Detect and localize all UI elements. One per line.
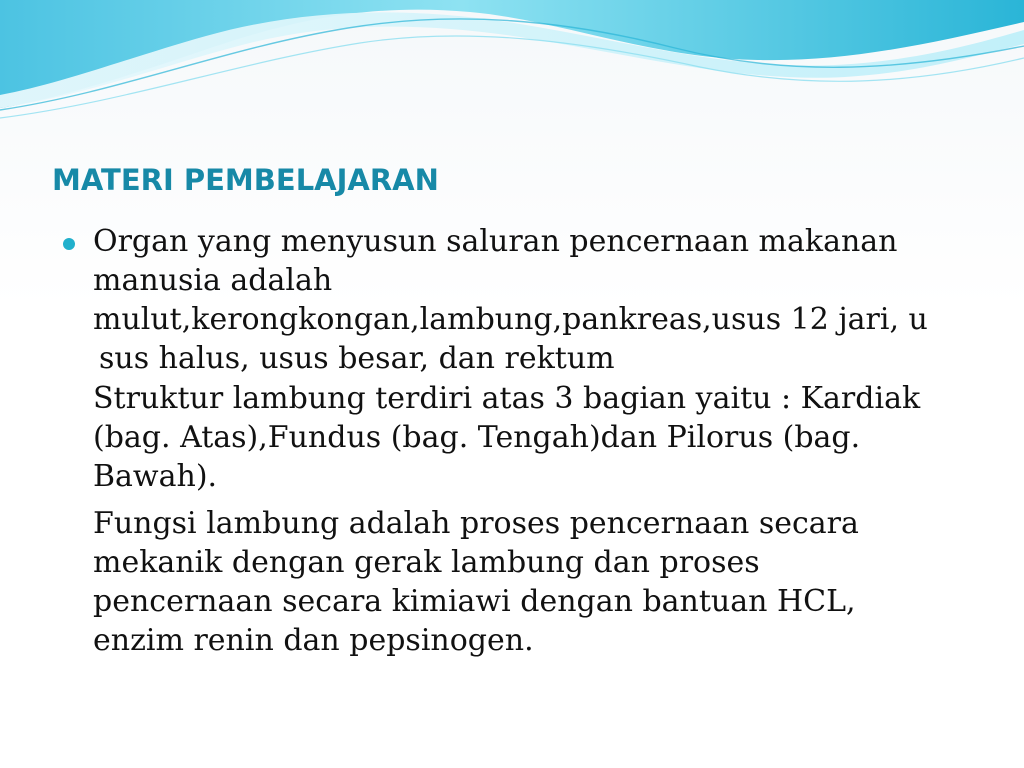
paragraph-organs: [63, 222, 963, 378]
bullet-dot: [63, 238, 75, 250]
paragraph-stomach-structure-line-3: Bawah).: [93, 459, 218, 494]
paragraph-stomach-function: [63, 504, 963, 660]
paragraph-stomach-structure-line-2: (bag. Atas),Fundus (bag. Tengah)dan Pilorus (bag.: [93, 420, 861, 455]
paragraph-organs-line-2: manusia adalah: [93, 263, 333, 298]
paragraph-stomach-function-line-2: mekanik dengan gerak lambung dan proses: [93, 545, 760, 580]
paragraph-organs-line-1: Organ yang menyusun saluran pencernaan makanan: [93, 224, 898, 259]
paragraph-stomach-function-line-3: pencernaan secara kimiawi dengan bantuan HCL,: [93, 584, 856, 619]
paragraph-stomach-function-line-4: enzim renin dan pepsinogen.: [93, 623, 534, 658]
paragraph-organs-line-3: mulut,kerongkongan,lambung,pankreas,usus 12 jari, u: [93, 302, 928, 337]
paragraph-stomach-function-line-1: Fungsi lambung adalah proses pencernaan secara: [93, 506, 859, 541]
slide-title: MATERI PEMBELAJARAN: [52, 163, 439, 197]
header-wave-decoration: [0, 0, 1024, 130]
slide-content: [63, 222, 963, 660]
paragraph-stomach-structure: [63, 379, 963, 496]
paragraph-stomach-structure-line-1: Struktur lambung terdiri atas 3 bagian yaitu : Kardiak: [93, 381, 921, 416]
paragraph-organs-line-4: sus halus, usus besar, dan rektum: [99, 341, 615, 376]
